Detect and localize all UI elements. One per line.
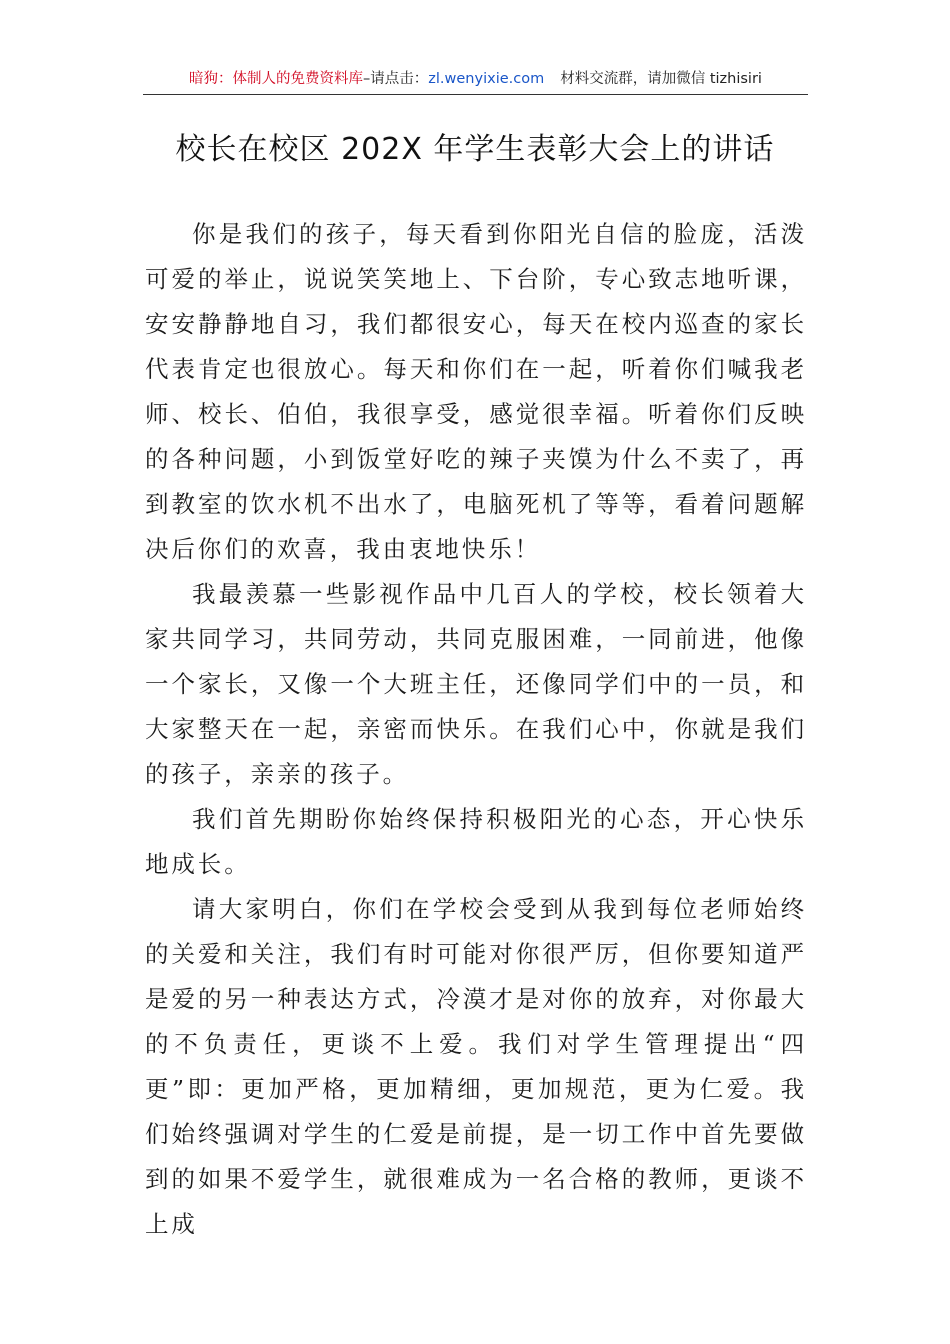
paragraph-4: 请大家明白，你们在学校会受到从我到每位老师始终的关爱和关注，我们有时可能对你很严厉，但你要知道严是爱的另一种表达方式，冷漠才是对你的放弃，对你最大的不负责任，更谈不上爱。我们对学生管理提出“四更”即：更加严格，更加精细，更加规范，更为仁爱。我们始终强调对学生的仁爱是前提，是一切工作中首先要做到的如果不爱学生，就很难成为一名合格的教师，更谈不上成 <box>145 895 807 1238</box>
paragraph-1: 你是我们的孩子，每天看到你阳光自信的脸庞，活泼可爱的举止，说说笑笑地上、下台阶，专心致志地听课，安安静静地自习，我们都很安心，每天在校内巡查的家长代表肯定也很放心。每天和你们在一起，听着你们喊我老师、校长、伯伯，我很享受，感觉很幸福。听着你们反映的各种问题，小到饭堂好吃的辣子夹馍为什么不卖了，再到教室的饮水机不出水了，电脑死机了等等，看着问题解决后你们的欢喜，我由衷地快乐！ <box>145 220 807 563</box>
document-body <box>145 212 807 1247</box>
document-title: 校长在校区 202X 年学生表彰大会上的讲话 <box>175 132 775 167</box>
paragraph-2: 我最羡慕一些影视作品中几百人的学校，校长领着大家共同学习，共同劳动，共同克服困难，一同前进，他像一个家长，又像一个大班主任，还像同学们中的一员，和大家整天在一起，亲密而快乐。在我们心中，你就是我们的孩子，亲亲的孩子。 <box>145 580 807 788</box>
page-header <box>143 64 808 95</box>
header-site-name: 暗狗：体制人的免费资料库 <box>189 71 364 87</box>
header-link[interactable]: zl.wenyixie.com <box>428 71 545 87</box>
header-wechat-note: 材料交流群，请加微信 tizhisiri <box>560 71 762 87</box>
header-click-prompt: –请点击： <box>363 71 429 87</box>
paragraph-3: 我们首先期盼你始终保持积极阳光的心态，开心快乐地成长。 <box>145 805 807 878</box>
